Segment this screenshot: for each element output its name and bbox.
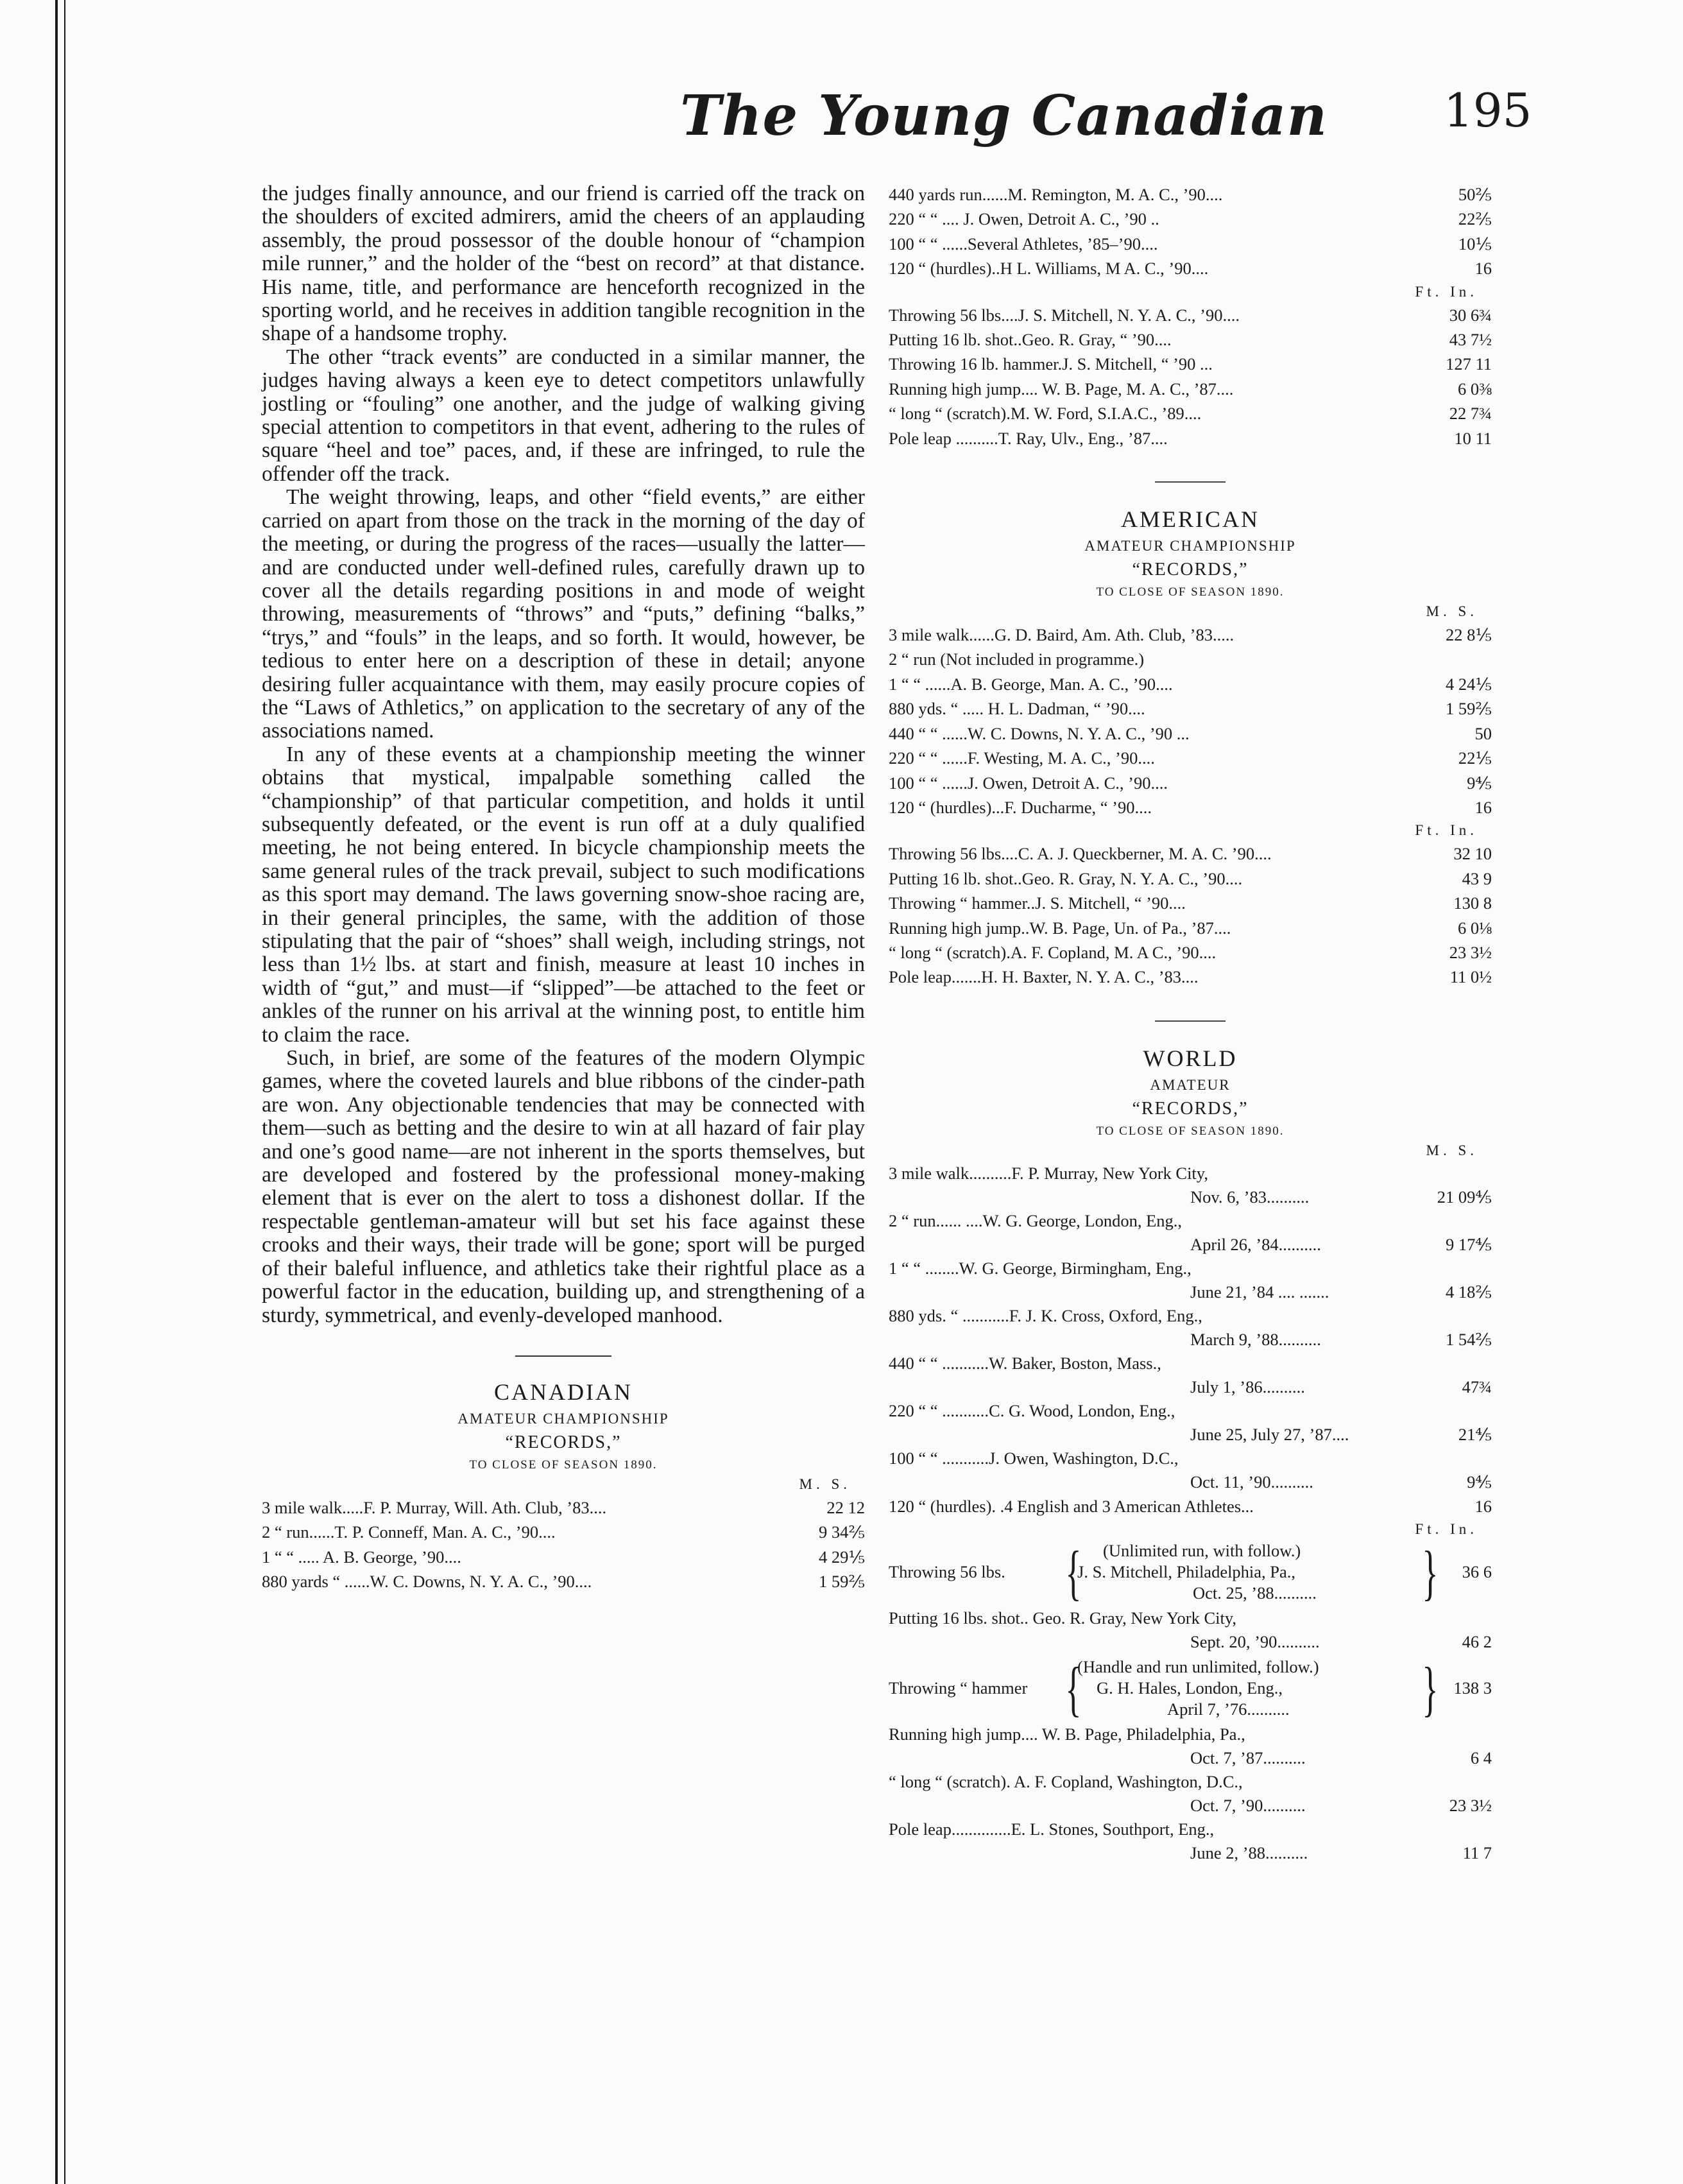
record-row: [889, 232, 1492, 256]
record-mark: 130 8: [1453, 893, 1492, 913]
record-mark: 21⅘: [1458, 1424, 1492, 1444]
record-mark: 30 6¾: [1449, 305, 1492, 325]
record-row: [889, 1257, 1492, 1304]
section-divider: [1155, 1020, 1226, 1022]
record-row: [889, 891, 1492, 915]
paragraph: The other “track events” are conducted in a similar manner, the judges having always a keen eye to detect competitors unlawfully jostling or “fouling” one another, and the judge of walking giving special attention to competitors in that event, adhering to the rules of square “heel and toe” paces, and, if these are infringed, to rule the offender off the track.: [262, 345, 865, 486]
record-event: Running high jump.... W. B. Page, M. A. C., ’87....: [889, 379, 1234, 399]
record-row: [889, 696, 1492, 721]
record-row: [889, 352, 1492, 376]
record-mark: 6 4: [1470, 1748, 1492, 1768]
record-event: 2 “ run......T. P. Conneff, Man. A. C., ’90....: [262, 1522, 556, 1542]
record-row: [889, 1304, 1492, 1352]
record-mark: 9 17⅘: [1445, 1234, 1492, 1254]
record-event: Throwing “ hammer..J. S. Mitchell, “ ’90....: [889, 893, 1186, 913]
record-mark: 10⅕: [1458, 234, 1492, 254]
record-event: 880 yds. “ ..... H. L. Dadman, “ ’90....: [889, 699, 1145, 719]
record-row: [262, 1495, 865, 1520]
record-detail-line: (Unlimited run, with follow.): [1103, 1541, 1301, 1561]
record-mark: 138 3: [1453, 1678, 1492, 1698]
record-mark: 1 54⅖: [1445, 1329, 1492, 1349]
record-date: June 2, ’88..........: [1190, 1843, 1308, 1863]
record-row-bracketed: [889, 1540, 1492, 1604]
record-date: July 1, ’86..........: [1190, 1377, 1305, 1397]
record-row: [889, 1209, 1492, 1257]
record-row: [889, 1606, 1492, 1654]
record-date: Oct. 11, ’90..........: [1190, 1472, 1313, 1492]
record-mark: 4 24⅕: [1445, 674, 1492, 694]
column-header-ms: M. S.: [1426, 1142, 1478, 1158]
record-event: 220 “ “ .... J. Owen, Detroit A. C., ’90 ..: [889, 209, 1159, 229]
record-row: [889, 1447, 1492, 1494]
record-event: Running high jump..W. B. Page, Un. of Pa., ’87....: [889, 918, 1231, 938]
record-mark: 22 8⅕: [1445, 625, 1492, 645]
record-event: Running high jump.... W. B. Page, Philadelphia, Pa.,: [889, 1724, 1245, 1744]
section-subtitle: AMATEUR: [1150, 1076, 1231, 1093]
record-mark: 11 7: [1462, 1843, 1492, 1863]
record-mark: 16: [1474, 259, 1492, 279]
record-details: [1077, 1656, 1419, 1720]
record-mark: 21 09⅘: [1437, 1187, 1492, 1207]
record-event: Throwing 56 lbs....C. A. J. Queckberner, M. A. C. ’90....: [889, 844, 1272, 864]
record-mark: 23 3½: [1449, 1796, 1492, 1816]
record-row: [889, 182, 1492, 207]
record-row: [889, 623, 1492, 647]
record-event: 1 “ “ ......A. B. George, Man. A. C., ’90....: [889, 674, 1173, 694]
section-title: CANADIAN: [494, 1379, 633, 1405]
record-event: 880 yards “ ......W. C. Downs, N. Y. A. C., ’90....: [262, 1572, 592, 1592]
record-mark: 16: [1474, 797, 1492, 817]
page-edge-rule-inner: [64, 0, 65, 2184]
record-mark: 50: [1474, 723, 1492, 743]
record-row: [889, 1162, 1492, 1209]
record-event: Throwing 16 lb. hammer.J. S. Mitchell, “ ’90 ...: [889, 354, 1213, 374]
section-subtitle-records: “RECORDS,”: [1132, 1098, 1249, 1119]
record-mark: 46 2: [1462, 1632, 1492, 1652]
record-event: Pole leap..............E. L. Stones, Southport, Eng.,: [889, 1819, 1215, 1839]
left-brace: {: [1065, 1538, 1082, 1606]
record-event: Putting 16 lbs. shot.. Geo. R. Gray, New York City,: [889, 1608, 1237, 1628]
record-mark: 22 7¾: [1449, 404, 1492, 424]
record-row: [889, 303, 1492, 327]
record-row: [889, 207, 1492, 231]
section-season-note: TO CLOSE OF SEASON 1890.: [1096, 585, 1285, 599]
record-mark: 6 0⅛: [1458, 918, 1492, 938]
record-event: 100 “ “ ...........J. Owen, Washington, D.C.,: [889, 1448, 1179, 1468]
record-mark: 1 59⅖: [1445, 699, 1492, 719]
record-event: Throwing 56 lbs.: [889, 1562, 1005, 1582]
record-mark: 10 11: [1454, 428, 1492, 448]
page-edge-rule: [55, 0, 58, 2184]
record-row: [889, 327, 1492, 352]
record-row: [262, 1569, 865, 1594]
record-detail-line: (Handle and run unlimited, follow.): [1077, 1657, 1319, 1677]
record-date: March 9, ’88..........: [1190, 1329, 1321, 1349]
section-season-note: TO CLOSE OF SEASON 1890.: [469, 1457, 658, 1472]
record-event: 1 “ “ ..... A. B. George, ’90....: [262, 1547, 461, 1567]
record-event: 3 mile walk......G. D. Baird, Am. Ath. Club, ’83.....: [889, 625, 1234, 645]
record-date: June 25, July 27, ’87....: [1190, 1424, 1349, 1444]
right-column: [889, 182, 1492, 1865]
record-row: [889, 940, 1492, 965]
record-event: 100 “ “ ......Several Athletes, ’85–’90....: [889, 234, 1158, 254]
record-event: 120 “ (hurdles)..H L. Williams, M A. C., ’90....: [889, 259, 1209, 279]
section-subtitle-records: “RECORDS,”: [1132, 560, 1249, 580]
record-event: 3 mile walk..........F. P. Murray, New York City,: [889, 1163, 1208, 1183]
record-mark: 1 59⅖: [818, 1572, 865, 1592]
record-row-bracketed: [889, 1654, 1492, 1723]
record-mark: 36 6: [1462, 1562, 1492, 1582]
record-mark: 32 10: [1453, 844, 1492, 864]
record-row: [889, 377, 1492, 401]
record-row: [889, 672, 1492, 696]
record-row: [889, 426, 1492, 451]
record-mark: 47¾: [1462, 1377, 1492, 1397]
record-date: Nov. 6, ’83..........: [1190, 1187, 1310, 1207]
section-divider: [1155, 481, 1226, 483]
record-event: Putting 16 lb. shot..Geo. R. Gray, “ ’90....: [889, 330, 1172, 350]
column-header-ftin: Ft. In.: [1415, 822, 1478, 839]
record-event: 3 mile walk.....F. P. Murray, Will. Ath. Club, ’83....: [262, 1497, 607, 1517]
record-details: [1077, 1540, 1419, 1604]
record-row: [889, 1399, 1492, 1447]
section-season-note: TO CLOSE OF SEASON 1890.: [1096, 1124, 1285, 1138]
section-subtitle: AMATEUR CHAMPIONSHIP: [457, 1410, 669, 1427]
record-event: “ long “ (scratch).M. W. Ford, S.I.A.C., ’89....: [889, 404, 1202, 424]
record-row: [889, 746, 1492, 770]
record-event: 440 “ “ ...........W. Baker, Boston, Mass.,: [889, 1353, 1161, 1373]
record-mark: 22⅖: [1458, 209, 1492, 229]
record-row: [889, 647, 1492, 671]
column-header-ftin: Ft. In.: [1415, 1521, 1478, 1538]
record-mark: 11 0½: [1449, 967, 1492, 987]
record-row: [889, 866, 1492, 891]
canadian-records-continued: [889, 182, 1492, 451]
canadian-records-section: [262, 1379, 865, 1594]
record-event: Putting 16 lb. shot..Geo. R. Gray, N. Y. A. C., ’90....: [889, 868, 1243, 888]
column-header-ms: M. S.: [799, 1475, 851, 1492]
record-detail-line: J. S. Mitchell, Philadelphia, Pa.,: [1077, 1562, 1296, 1582]
record-row: [262, 1520, 865, 1544]
right-brace: }: [1422, 1654, 1439, 1723]
column-header-ftin: Ft. In.: [1415, 283, 1478, 300]
record-row: [889, 841, 1492, 866]
record-row: [889, 916, 1492, 940]
record-event: Pole leap.......H. H. Baxter, N. Y. A. C., ’83....: [889, 967, 1199, 987]
record-row: [889, 1352, 1492, 1399]
masthead-title: The Young Canadian: [680, 83, 1328, 148]
record-event: 440 “ “ ......W. C. Downs, N. Y. A. C., ’90 ...: [889, 723, 1190, 743]
record-event: 120 “ (hurdles). .4 English and 3 American Athletes...: [889, 1496, 1254, 1516]
right-brace: }: [1422, 1538, 1439, 1606]
record-mark: 6 0⅜: [1458, 379, 1492, 399]
record-event: 1 “ “ ........W. G. George, Birmingham, Eng.,: [889, 1258, 1192, 1278]
record-row: [889, 721, 1492, 746]
record-event: “ long “ (scratch). A. F. Copland, Washington, D.C.,: [889, 1772, 1243, 1792]
record-row: [889, 771, 1492, 795]
record-date: June 21, ’84 .... .......: [1190, 1282, 1329, 1302]
record-event: 100 “ “ ......J. Owen, Detroit A. C., ’90....: [889, 773, 1168, 793]
record-row: [889, 401, 1492, 426]
record-detail-line: G. H. Hales, London, Eng.,: [1097, 1678, 1283, 1698]
paragraph: Such, in brief, are some of the features of the modern Olympic games, where the coveted laurels and blue ribbons of the cinder-path are won. Any objectionable tendencies that may be connected with them—such as betting and the desire to win at all hazard of fair play and one’s good name—are not inherent in the sports themselves, but are developed and fostered by the professional money-making element that is ever on the alert to toss a dishonest dollar. If the respectable gentleman-amateur will but set his face against these crooks and their ways, their trade will be gone; sport will be purged of their baleful influence, and athletics take their rightful place as a powerful factor in the education, building up, and strengthening of a sturdy, symmetrical, and evenly-developed manhood.: [262, 1046, 865, 1327]
record-mark: 9⅘: [1467, 773, 1492, 793]
record-row: [262, 1545, 865, 1569]
record-event: 440 yards run......M. Remington, M. A. C., ’90....: [889, 185, 1223, 204]
record-mark: 9 34⅖: [818, 1522, 865, 1542]
record-mark: 23 3½: [1449, 942, 1492, 962]
record-event: 220 “ “ ...........C. G. Wood, London, Eng.,: [889, 1400, 1175, 1420]
left-brace: {: [1065, 1654, 1082, 1723]
record-mark: 22 12: [826, 1497, 865, 1517]
record-detail-line: Oct. 25, ’88..........: [1193, 1583, 1317, 1603]
record-mark: 50⅖: [1458, 185, 1492, 204]
record-row: [889, 1770, 1492, 1818]
paragraph: The weight throwing, leaps, and other “field events,” are either carried on apart from those on the track in the morning of the day of the meeting, or during the progress of the races—usually the latter—and are conducted under well-defined rules, carefully drawn up to cover all the details regarding positions in and mode of weight throwing, measurements of “throws” and “puts,” defining “balks,” “trys,” and “fouls” in the leaps, and so forth. It would, however, be tedious to enter here on a description of these in detail; anyone desiring fuller acquaintance with them, may easily procure copies of the “Laws of Athletics,” on application to the secretary of any of the associations named.: [262, 485, 865, 743]
section-subtitle-records: “RECORDS,”: [505, 1432, 622, 1452]
record-detail-line: April 7, ’76..........: [1167, 1699, 1290, 1719]
record-event: “ long “ (scratch).A. F. Copland, M. A C., ’90....: [889, 942, 1217, 962]
record-event: 220 “ “ ......F. Westing, M. A. C., ’90....: [889, 748, 1155, 768]
record-event: 880 yds. “ ...........F. J. K. Cross, Oxford, Eng.,: [889, 1305, 1202, 1325]
record-mark: 4 29⅕: [818, 1547, 865, 1567]
record-mark: 4 18⅖: [1445, 1282, 1492, 1302]
record-event: Throwing “ hammer: [889, 1678, 1028, 1698]
record-row: [889, 1494, 1492, 1518]
record-date: Sept. 20, ’90..........: [1190, 1632, 1320, 1652]
record-event: 2 “ run (Not included in programme.): [889, 649, 1145, 669]
record-mark: 16: [1474, 1496, 1492, 1516]
section-divider: [515, 1355, 611, 1357]
record-mark: 43 9: [1462, 868, 1492, 888]
record-event: 2 “ run...... ....W. G. George, London, Eng.,: [889, 1210, 1183, 1230]
column-header-ms: M. S.: [1426, 603, 1478, 620]
record-date: Oct. 7, ’87..........: [1190, 1748, 1306, 1768]
record-mark: [1434, 647, 1492, 671]
record-mark: 22⅕: [1458, 748, 1492, 768]
record-event: Pole leap ..........T. Ray, Ulv., Eng., ’87....: [889, 428, 1168, 448]
record-mark: 9⅘: [1467, 1472, 1492, 1492]
record-row: [889, 1723, 1492, 1770]
section-subtitle: AMATEUR CHAMPIONSHIP: [1084, 538, 1296, 555]
record-date: April 26, ’84..........: [1190, 1234, 1321, 1254]
record-row: [889, 795, 1492, 820]
page-number: 195: [1444, 83, 1532, 137]
section-title: WORLD: [1143, 1045, 1238, 1071]
record-row: [889, 965, 1492, 989]
section-title: AMERICAN: [1120, 506, 1260, 533]
left-column: [262, 182, 865, 1594]
record-date: Oct. 7, ’90..........: [1190, 1796, 1306, 1816]
paragraph: In any of these events at a championship meeting the winner obtains that mystical, impalpable something called the “championship” of that particular competition, and holds it until subsequently defeated, or the event is run off at a duly qualified meeting, he not being entered. In bicycle championship meets the same general rules of the track prevail, subject to such modifications as this sport may demand. The laws governing snow-shoe racing are, in their general principles, the same, with the addition of those stipulating that the pair of “shoes” shall weigh, including strings, not less than 1½ lbs. at start and finish, measure at least 10 inches in width of “gut,” and must—if “slipped”—be attached to the feet or ankles of the runner on his arrival at the winning post, to entitle him to claim the race.: [262, 742, 865, 1047]
american-records-section: [889, 506, 1492, 990]
record-event: Throwing 56 lbs....J. S. Mitchell, N. Y. A. C., ’90....: [889, 305, 1240, 325]
record-event: 120 “ (hurdles)...F. Ducharme, “ ’90....: [889, 797, 1152, 817]
record-mark: 43 7½: [1449, 330, 1492, 350]
record-row: [889, 256, 1492, 280]
world-records-section: [889, 1045, 1492, 1865]
paragraph: the judges finally announce, and our friend is carried off the track on the shoulders of excited admirers, amid the cheers of an applauding assembly, the proud possessor of the double honour of “champion mile runner,” and the holder of the “best on record” at that distance. His name, title, and performance are henceforth recognized in the sporting world, and he receives in addition tangible recognition in the shape of a handsome trophy.: [262, 182, 865, 346]
record-row: [889, 1818, 1492, 1865]
record-mark: 127 11: [1446, 354, 1492, 374]
